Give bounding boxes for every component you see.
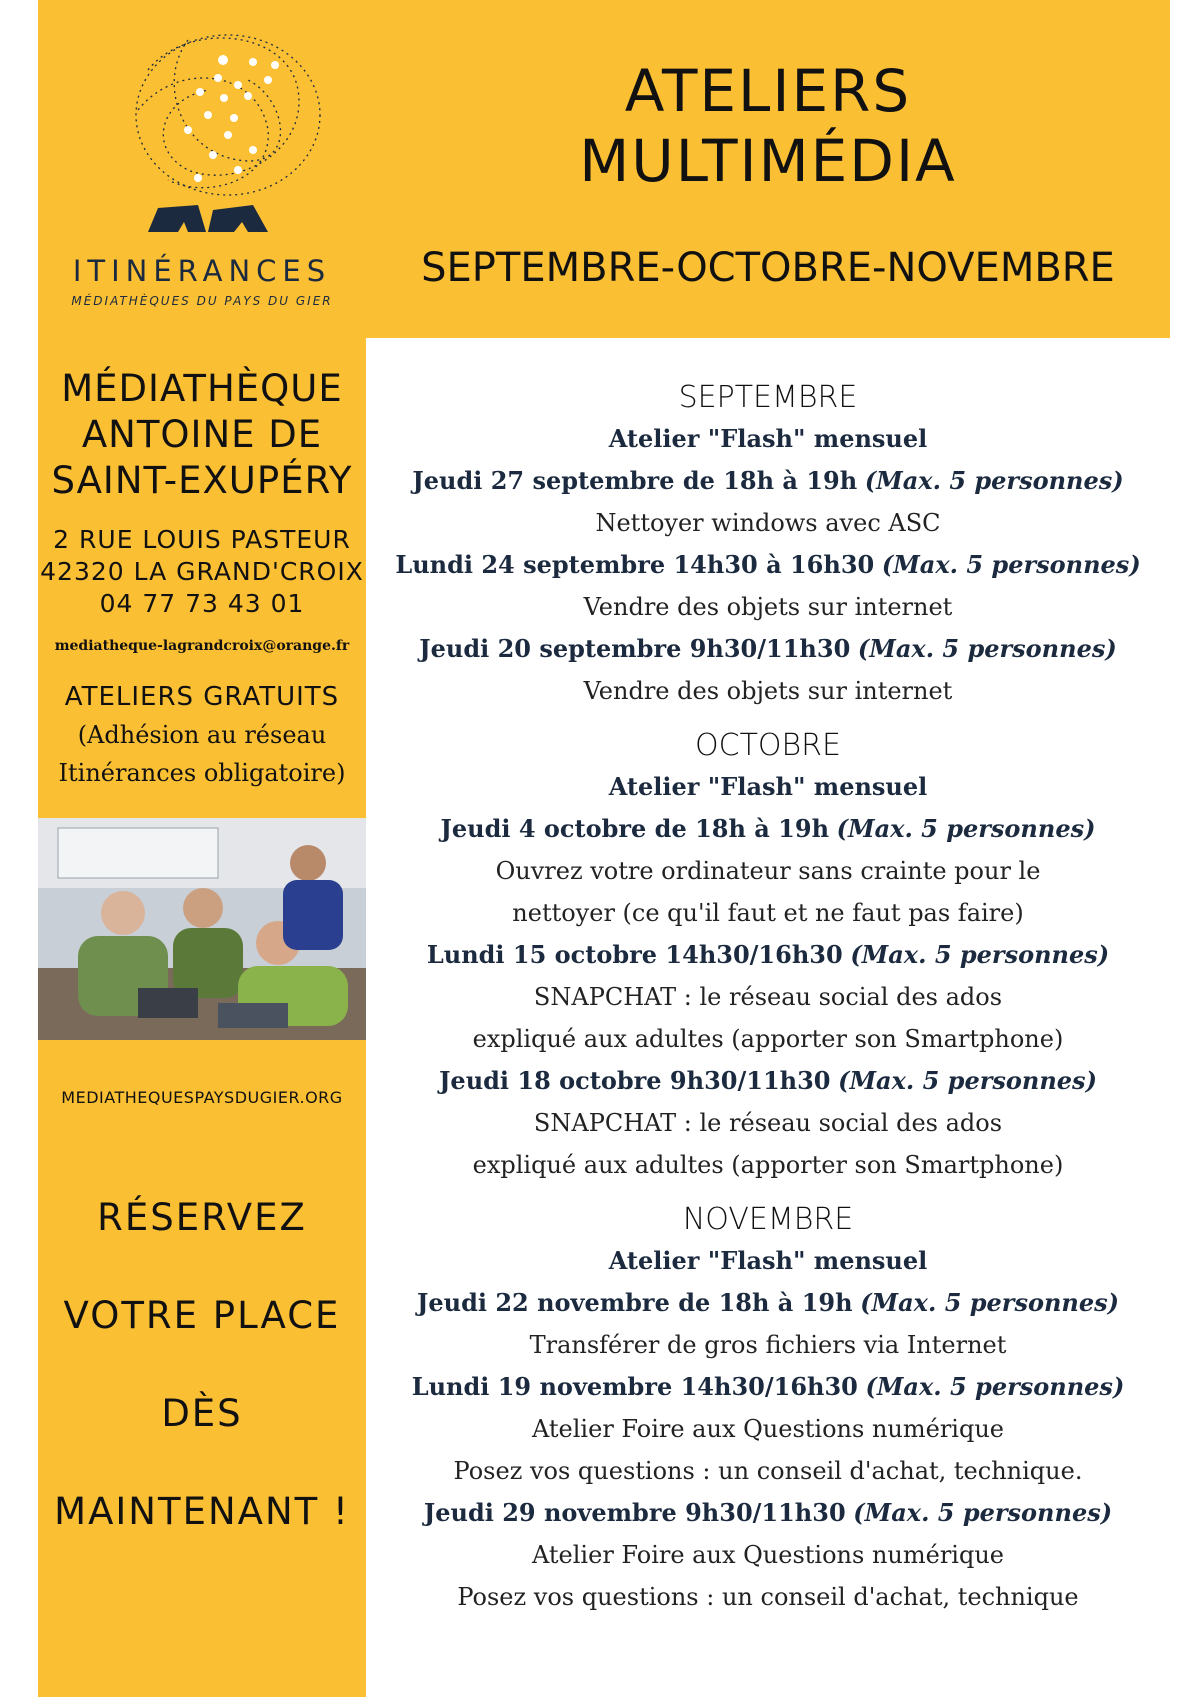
session-description: Posez vos questions : un conseil d'achat, technique. <box>453 1457 1083 1485</box>
session-date-line <box>366 460 1170 502</box>
cta-line: VOTRE PLACE <box>63 1294 341 1337</box>
session-date: Jeudi 27 septembre de 18h à 19h <box>412 466 858 495</box>
session-description: Vendre des objets sur internet <box>583 677 953 705</box>
flash-label: Atelier "Flash" mensuel <box>608 1246 928 1275</box>
session-date-line <box>366 934 1170 976</box>
session-date-line <box>366 1282 1170 1324</box>
session-date: Jeudi 29 novembre 9h30/11h30 <box>423 1498 846 1527</box>
session-capacity: (Max. 5 personnes) <box>850 940 1110 969</box>
library-name-line: SAINT-EXUPÉRY <box>51 459 353 502</box>
session-date: Jeudi 20 septembre 9h30/11h30 <box>419 634 851 663</box>
page-title-line2: MULTIMÉDIA <box>579 127 957 195</box>
session-description: SNAPCHAT : le réseau social des ados <box>533 983 1003 1011</box>
session-description: Vendre des objets sur internet <box>583 593 953 621</box>
session-capacity: (Max. 5 personnes) <box>857 634 1117 663</box>
session-description: expliqué aux adultes (apporter son Smartphone) <box>472 1151 1064 1179</box>
session-date-line <box>366 628 1170 670</box>
page-title-line1: ATELIERS <box>624 57 912 125</box>
session-description: Ouvrez votre ordinateur sans crainte pour le <box>495 857 1041 885</box>
address-city: 42320 LA GRAND'CROIX <box>40 557 364 586</box>
session-description: Nettoyer windows avec ASC <box>595 509 941 537</box>
library-name <box>38 366 366 504</box>
session-description: SNAPCHAT : le réseau social des ados <box>533 1109 1003 1137</box>
library-name-line: MÉDIATHÈQUE <box>61 367 343 410</box>
session-date: Jeudi 4 octobre de 18h à 19h <box>440 814 830 843</box>
constellation-icon <box>38 0 366 250</box>
session-date-line <box>366 808 1170 850</box>
session-date-line <box>366 1366 1170 1408</box>
session-capacity: (Max. 5 personnes) <box>865 1372 1125 1401</box>
cta-line: RÉSERVEZ <box>97 1196 307 1239</box>
session-description: nettoyer (ce qu'il faut et ne faut pas faire) <box>512 899 1024 927</box>
brand-name: ITINÉRANCES <box>72 254 332 288</box>
session-capacity: (Max. 5 personnes) <box>853 1498 1113 1527</box>
cta-line: DÈS <box>161 1392 243 1435</box>
session-capacity: (Max. 5 personnes) <box>864 466 1124 495</box>
session-description: Atelier Foire aux Questions numérique <box>532 1541 1004 1569</box>
session-date: Lundi 15 octobre 14h30/16h30 <box>426 940 843 969</box>
session-capacity: (Max. 5 personnes) <box>836 814 1096 843</box>
flash-label: Atelier "Flash" mensuel <box>608 424 928 453</box>
period-subtitle: SEPTEMBRE-OCTOBRE-NOVEMBRE <box>421 245 1115 291</box>
session-date: Lundi 19 novembre 14h30/16h30 <box>411 1372 858 1401</box>
library-name-line: ANTOINE DE <box>81 413 323 456</box>
session-capacity: (Max. 5 personnes) <box>838 1066 1097 1095</box>
session-description: Posez vos questions : un conseil d'achat, technique <box>457 1583 1079 1611</box>
phone-number: 04 77 73 43 01 <box>99 589 305 618</box>
free-workshops-title: ATELIERS GRATUITS <box>64 682 340 712</box>
session-description: Transférer de gros fichiers via Internet <box>529 1331 1007 1359</box>
session-description: Atelier Foire aux Questions numérique <box>532 1415 1004 1443</box>
session-capacity: (Max. 5 personnes) <box>860 1288 1119 1317</box>
cta-line: MAINTENANT ! <box>54 1490 350 1533</box>
flash-label: Atelier "Flash" mensuel <box>608 772 928 801</box>
workshop-photo <box>38 818 366 1040</box>
membership-note <box>38 716 366 792</box>
month-heading: NOVEMBRE <box>682 1202 854 1237</box>
session-date: Jeudi 22 novembre de 18h à 19h <box>417 1288 853 1317</box>
website-link[interactable]: MEDIATHEQUESPAYSDUGIER.ORG <box>61 1088 343 1107</box>
email-link[interactable]: mediatheque-lagrandcroix@orange.fr <box>54 638 350 654</box>
session-capacity: (Max. 5 personnes) <box>881 550 1141 579</box>
membership-note-line: Itinérances obligatoire) <box>58 759 346 787</box>
session-description: expliqué aux adultes (apporter son Smartphone) <box>472 1025 1064 1053</box>
itinerances-logo <box>38 0 366 338</box>
workshop-schedule <box>366 378 1170 1618</box>
month-heading: SEPTEMBRE <box>678 380 858 415</box>
month-heading: OCTOBRE <box>695 728 841 763</box>
session-date-line <box>366 1492 1170 1534</box>
session-date-line <box>366 1060 1170 1102</box>
membership-note-line: (Adhésion au réseau <box>77 721 327 749</box>
session-date: Lundi 24 septembre 14h30 à 16h30 <box>395 550 875 579</box>
session-date: Jeudi 18 octobre 9h30/11h30 <box>439 1066 831 1095</box>
session-date-line <box>366 544 1170 586</box>
brand-subtitle: MÉDIATHÈQUES DU PAYS DU GIER <box>71 294 333 308</box>
address-street: 2 RUE LOUIS PASTEUR <box>53 525 351 554</box>
library-address <box>38 524 366 620</box>
